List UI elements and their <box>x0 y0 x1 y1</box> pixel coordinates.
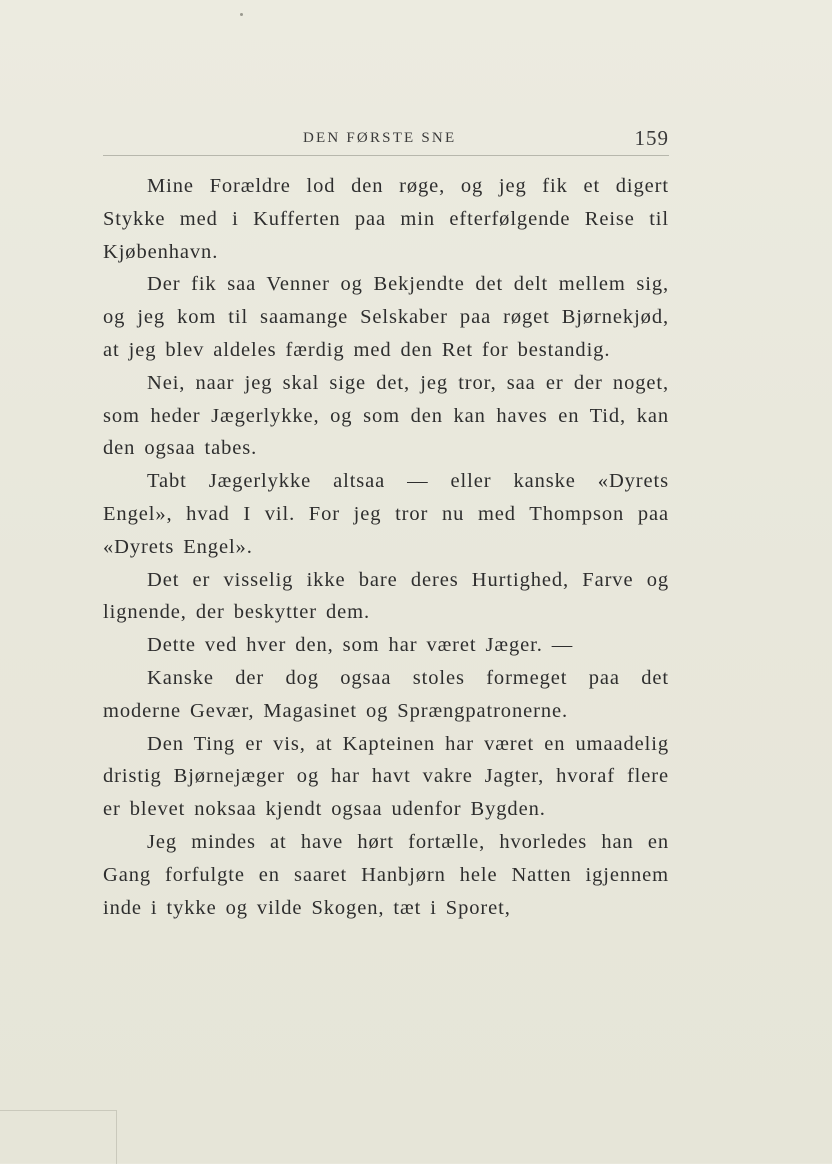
paragraph: Mine Forældre lod den røge, og jeg fik et digert Stykke med i Kufferten paa min efterfølgende Reise til Kjøbenhavn. <box>103 175 669 263</box>
paragraph: Der fik saa Venner og Bekjendte det delt mellem sig, og jeg kom til saamange Selskaber paa røget Bjørnekjød, at jeg blev aldeles færdig med den Ret for bestandig. <box>103 273 669 361</box>
body-text <box>103 170 669 924</box>
paragraph: Jeg mindes at have hørt fortælle, hvorledes han en Gang forfulgte en saaret Hanbjørn hele Natten igjennem inde i tykke og vilde Skogen, tæt i Sporet, <box>103 830 669 919</box>
paragraph: Tabt Jægerlykke altsaa — eller kanske «Dyrets Engel», hvad I vil. For jeg tror nu med Thompson paa «Dyrets Engel». <box>103 470 669 558</box>
page-number: 159 <box>634 126 669 150</box>
print-speck <box>240 13 243 16</box>
page-header <box>103 126 669 156</box>
paragraph: Nei, naar jeg skal sige det, jeg tror, saa er der noget, som heder Jægerlykke, og som den kan haves en Tid, kan den ogsaa tabes. <box>103 371 669 460</box>
paragraph: Den Ting er vis, at Kapteinen har været en umaadelig dristig Bjørnejæger og har havt vakre Jagter, hvoraf flere er blevet noksaa kjendt ogsaa udenfor Bygden. <box>103 732 669 821</box>
paragraph: Dette ved hver den, som har været Jæger. — <box>147 634 574 657</box>
running-title: DEN FØRSTE SNE <box>303 130 457 146</box>
scan-corner-mark <box>0 1110 117 1164</box>
paragraph: Det er visselig ikke bare deres Hurtighed, Farve og lignende, der beskytter dem. <box>103 568 669 624</box>
header-rule <box>103 155 669 156</box>
paragraph: Kanske der dog ogsaa stoles formeget paa det moderne Gevær, Magasinet og Sprængpatronerne. <box>103 666 669 722</box>
